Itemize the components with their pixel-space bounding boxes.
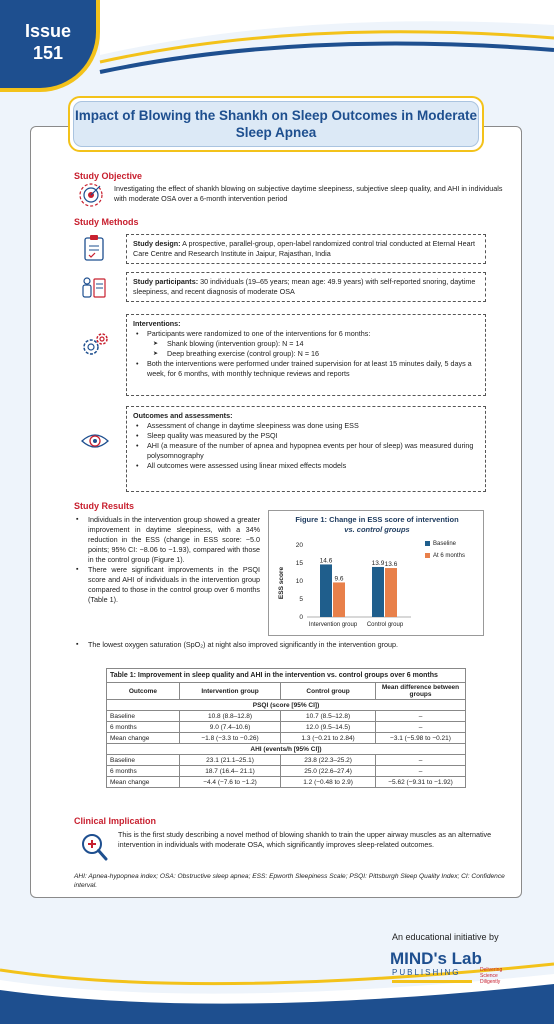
ess-chart-svg	[269, 511, 485, 637]
results-table	[106, 668, 466, 788]
magnifier-plus-icon	[80, 832, 108, 862]
table-cell: –	[376, 711, 466, 722]
chart-title-line1: Figure 1: Change in ESS score of intervention	[295, 515, 459, 524]
implication-text: This is the first study describing a novel method of blowing shankh to train the upper airway muscles as an alternative intervention in individuals with moderate OSA, which significantly improves sleep-related outcomes.	[118, 830, 492, 849]
list-item: • Assessment of change in daytime sleepiness was done using ESS	[133, 421, 479, 431]
clipboard-icon	[82, 234, 106, 262]
data-label: 9.6	[334, 575, 344, 583]
results-heading: Study Results	[74, 501, 135, 511]
list-item: ▪ The lowest oxygen saturation (SpO₂) at night also improved significantly in the intervention group.	[76, 640, 496, 650]
y-tick-label: 5	[299, 596, 303, 603]
ess-chart	[268, 510, 484, 636]
table-header: Outcome	[107, 683, 180, 700]
y-tick-label: 15	[295, 560, 303, 567]
table-cell: 6 months	[107, 766, 180, 777]
logo-tagline-1: Delivering	[480, 967, 503, 973]
list-item: ➤ Shank blowing (intervention group): N = 14	[153, 339, 479, 349]
initiative-text: An educational initiative by	[392, 932, 499, 942]
bar	[372, 567, 384, 617]
implication-heading: Clinical Implication	[74, 816, 157, 826]
issue-number: 151	[32, 43, 64, 63]
y-tick-label: 20	[295, 542, 303, 549]
issue-label: Issue	[24, 21, 72, 41]
x-tick-label: Control group	[366, 622, 404, 628]
study-participants-label: Study participants:	[133, 277, 199, 286]
table-header: Mean difference between groups	[376, 683, 466, 700]
footnote: AHI: Apnea-hypopnea index; OSA: Obstructive sleep apnea; ESS: Epworth Sleepiness Scale; PSQI: Pittsburgh Sleep Quality Index; CI: Confidence interval.	[74, 873, 505, 889]
outcomes-box	[126, 406, 486, 492]
target-icon	[78, 182, 104, 208]
eye-icon	[80, 428, 110, 454]
table-row	[107, 722, 466, 733]
table-cell: Baseline	[107, 711, 180, 722]
y-tick-label: 0	[299, 614, 303, 621]
methods-heading: Study Methods	[74, 217, 139, 227]
participants-icon	[80, 275, 108, 301]
table-row	[107, 733, 466, 744]
list-item: • Sleep quality was measured by the PSQI	[133, 431, 479, 441]
list-item: • All outcomes were assessed using linear mixed effects models	[133, 461, 479, 471]
table-cell: –	[376, 722, 466, 733]
minds-lab-logo	[388, 944, 528, 988]
study-participants-text: 30 individuals (19–65 years; mean age: 49.9 years) with self-reported snoring, daytime sleepiness, and recent diagnosis of moderate OSA	[133, 277, 476, 296]
bar	[385, 568, 397, 617]
table-cell: −4.4 (−7.6 to −1.2)	[179, 777, 280, 788]
list-item: • Both the interventions were performed under trained supervision for at least 15 minutes daily, 5 days a week, for 6 months, with monthly technique reviews and reports	[133, 359, 479, 379]
table-cell: 18.7 (16.4– 21.1)	[179, 766, 280, 777]
table-cell: –	[376, 755, 466, 766]
table-cell: 1.3 (−0.21 to 2.84)	[281, 733, 376, 744]
x-tick-label: Intervention group	[308, 622, 358, 628]
list-item: ➤ Deep breathing exercise (control group): N = 16	[153, 349, 479, 359]
legend-entry: Baseline	[433, 541, 457, 547]
list-item: ▪ There were significant improvements in the PSQI score and AHI of individuals in the intervention group compared to those in the control group over 6 months (Table 1).	[76, 565, 260, 605]
table-row	[107, 777, 466, 788]
study-design-text: A prospective, parallel-group, open-label randomized control trial conducted at Eternal Heart Care Centre and Research Institute in Jaipur, Rajasthan, India	[133, 239, 475, 258]
data-label: 13.9	[371, 559, 385, 567]
logo-tagline-3: Diligently	[480, 979, 501, 985]
outcomes-list	[133, 421, 479, 471]
chart-ylabel: ESS score	[278, 566, 285, 600]
table-row	[107, 766, 466, 777]
interventions-label: Interventions:	[133, 319, 181, 328]
interventions-box	[126, 314, 486, 396]
bar	[333, 582, 345, 617]
table-cell: 10.8 (8.8–12.8)	[179, 711, 280, 722]
study-participants-box	[126, 272, 486, 302]
list-item: • Participants were randomized to one of the interventions for 6 months:	[133, 329, 479, 339]
chart-title-line2: vs. control groups	[344, 525, 410, 534]
objective-heading: Study Objective	[74, 171, 143, 181]
data-label: 13.6	[384, 561, 398, 569]
table-cell: −3.1 (−5.98 to −0.21)	[376, 733, 466, 744]
study-design-label: Study design:	[133, 239, 181, 248]
table-cell: Mean change	[107, 777, 180, 788]
table-cell: 9.0 (7.4–10.6)	[179, 722, 280, 733]
gears-icon	[80, 330, 110, 360]
table-cell: 1.2 (−0.48 to 2.9)	[281, 777, 376, 788]
logo-tagline-2: Science	[480, 973, 498, 979]
logo-bar	[392, 980, 472, 983]
objective-text: Investigating the effect of shankh blowing on subjective daytime sleepiness, subjective sleep quality, and AHI in individuals with moderate OSA over a 6-month intervention period	[114, 184, 503, 203]
table-cell: Baseline	[107, 755, 180, 766]
data-label: 14.6	[319, 557, 333, 565]
table-cell: –	[376, 766, 466, 777]
table-row	[107, 711, 466, 722]
table-cell: 23.1 (21.1–25.1)	[179, 755, 280, 766]
bar	[320, 564, 332, 617]
results-list	[76, 515, 260, 605]
title-box	[68, 96, 484, 152]
table-group-label: AHI (events/h [95% CI])	[107, 744, 466, 755]
table-row	[107, 755, 466, 766]
table-header: Control group	[281, 683, 376, 700]
legend-entry: At 6 months	[433, 553, 466, 559]
interventions-list	[133, 329, 479, 379]
legend-swatch	[425, 553, 430, 558]
results-list-2	[76, 640, 496, 650]
table-cell: −1.8 (−3.3 to −0.26)	[179, 733, 280, 744]
table-cell: 23.8 (22.3–25.2)	[281, 755, 376, 766]
table-cell: Mean change	[107, 733, 180, 744]
table-header: Intervention group	[179, 683, 280, 700]
logo-sub-text: PUBLISHING	[392, 968, 461, 977]
table-cell: 10.7 (8.5–12.8)	[281, 711, 376, 722]
outcomes-label: Outcomes and assessments:	[133, 411, 233, 420]
study-design-box	[126, 234, 486, 264]
legend-swatch	[425, 541, 430, 546]
table-cell: 25.0 (22.6–27.4)	[281, 766, 376, 777]
list-item: ▪ Individuals in the intervention group showed a greater improvement in daytime sleepiness, with a 34% reduction in the ESS (change in ESS score: −5.0 points; 95% CI: −8.06 to −1.93), compared with those in the control group (Figure 1).	[76, 515, 260, 565]
table-cell: 6 months	[107, 722, 180, 733]
table-cell: 12.0 (9.5–14.5)	[281, 722, 376, 733]
table-caption: Table 1: Improvement in sleep quality and AHI in the intervention vs. control groups over 6 months	[107, 669, 466, 683]
table-group-label: PSQI (score [95% CI])	[107, 700, 466, 711]
y-tick-label: 10	[295, 578, 303, 585]
list-item: • AHI (a measure of the number of apnea and hypopnea events per hour of sleep) was measured during polysomnography	[133, 441, 479, 461]
table-cell: −5.62 (−9.31 to −1.92)	[376, 777, 466, 788]
logo-main-text: MIND's Lab	[390, 949, 482, 968]
page-title: Impact of Blowing the Shankh on Sleep Outcomes in Moderate Sleep Apnea	[73, 101, 479, 147]
